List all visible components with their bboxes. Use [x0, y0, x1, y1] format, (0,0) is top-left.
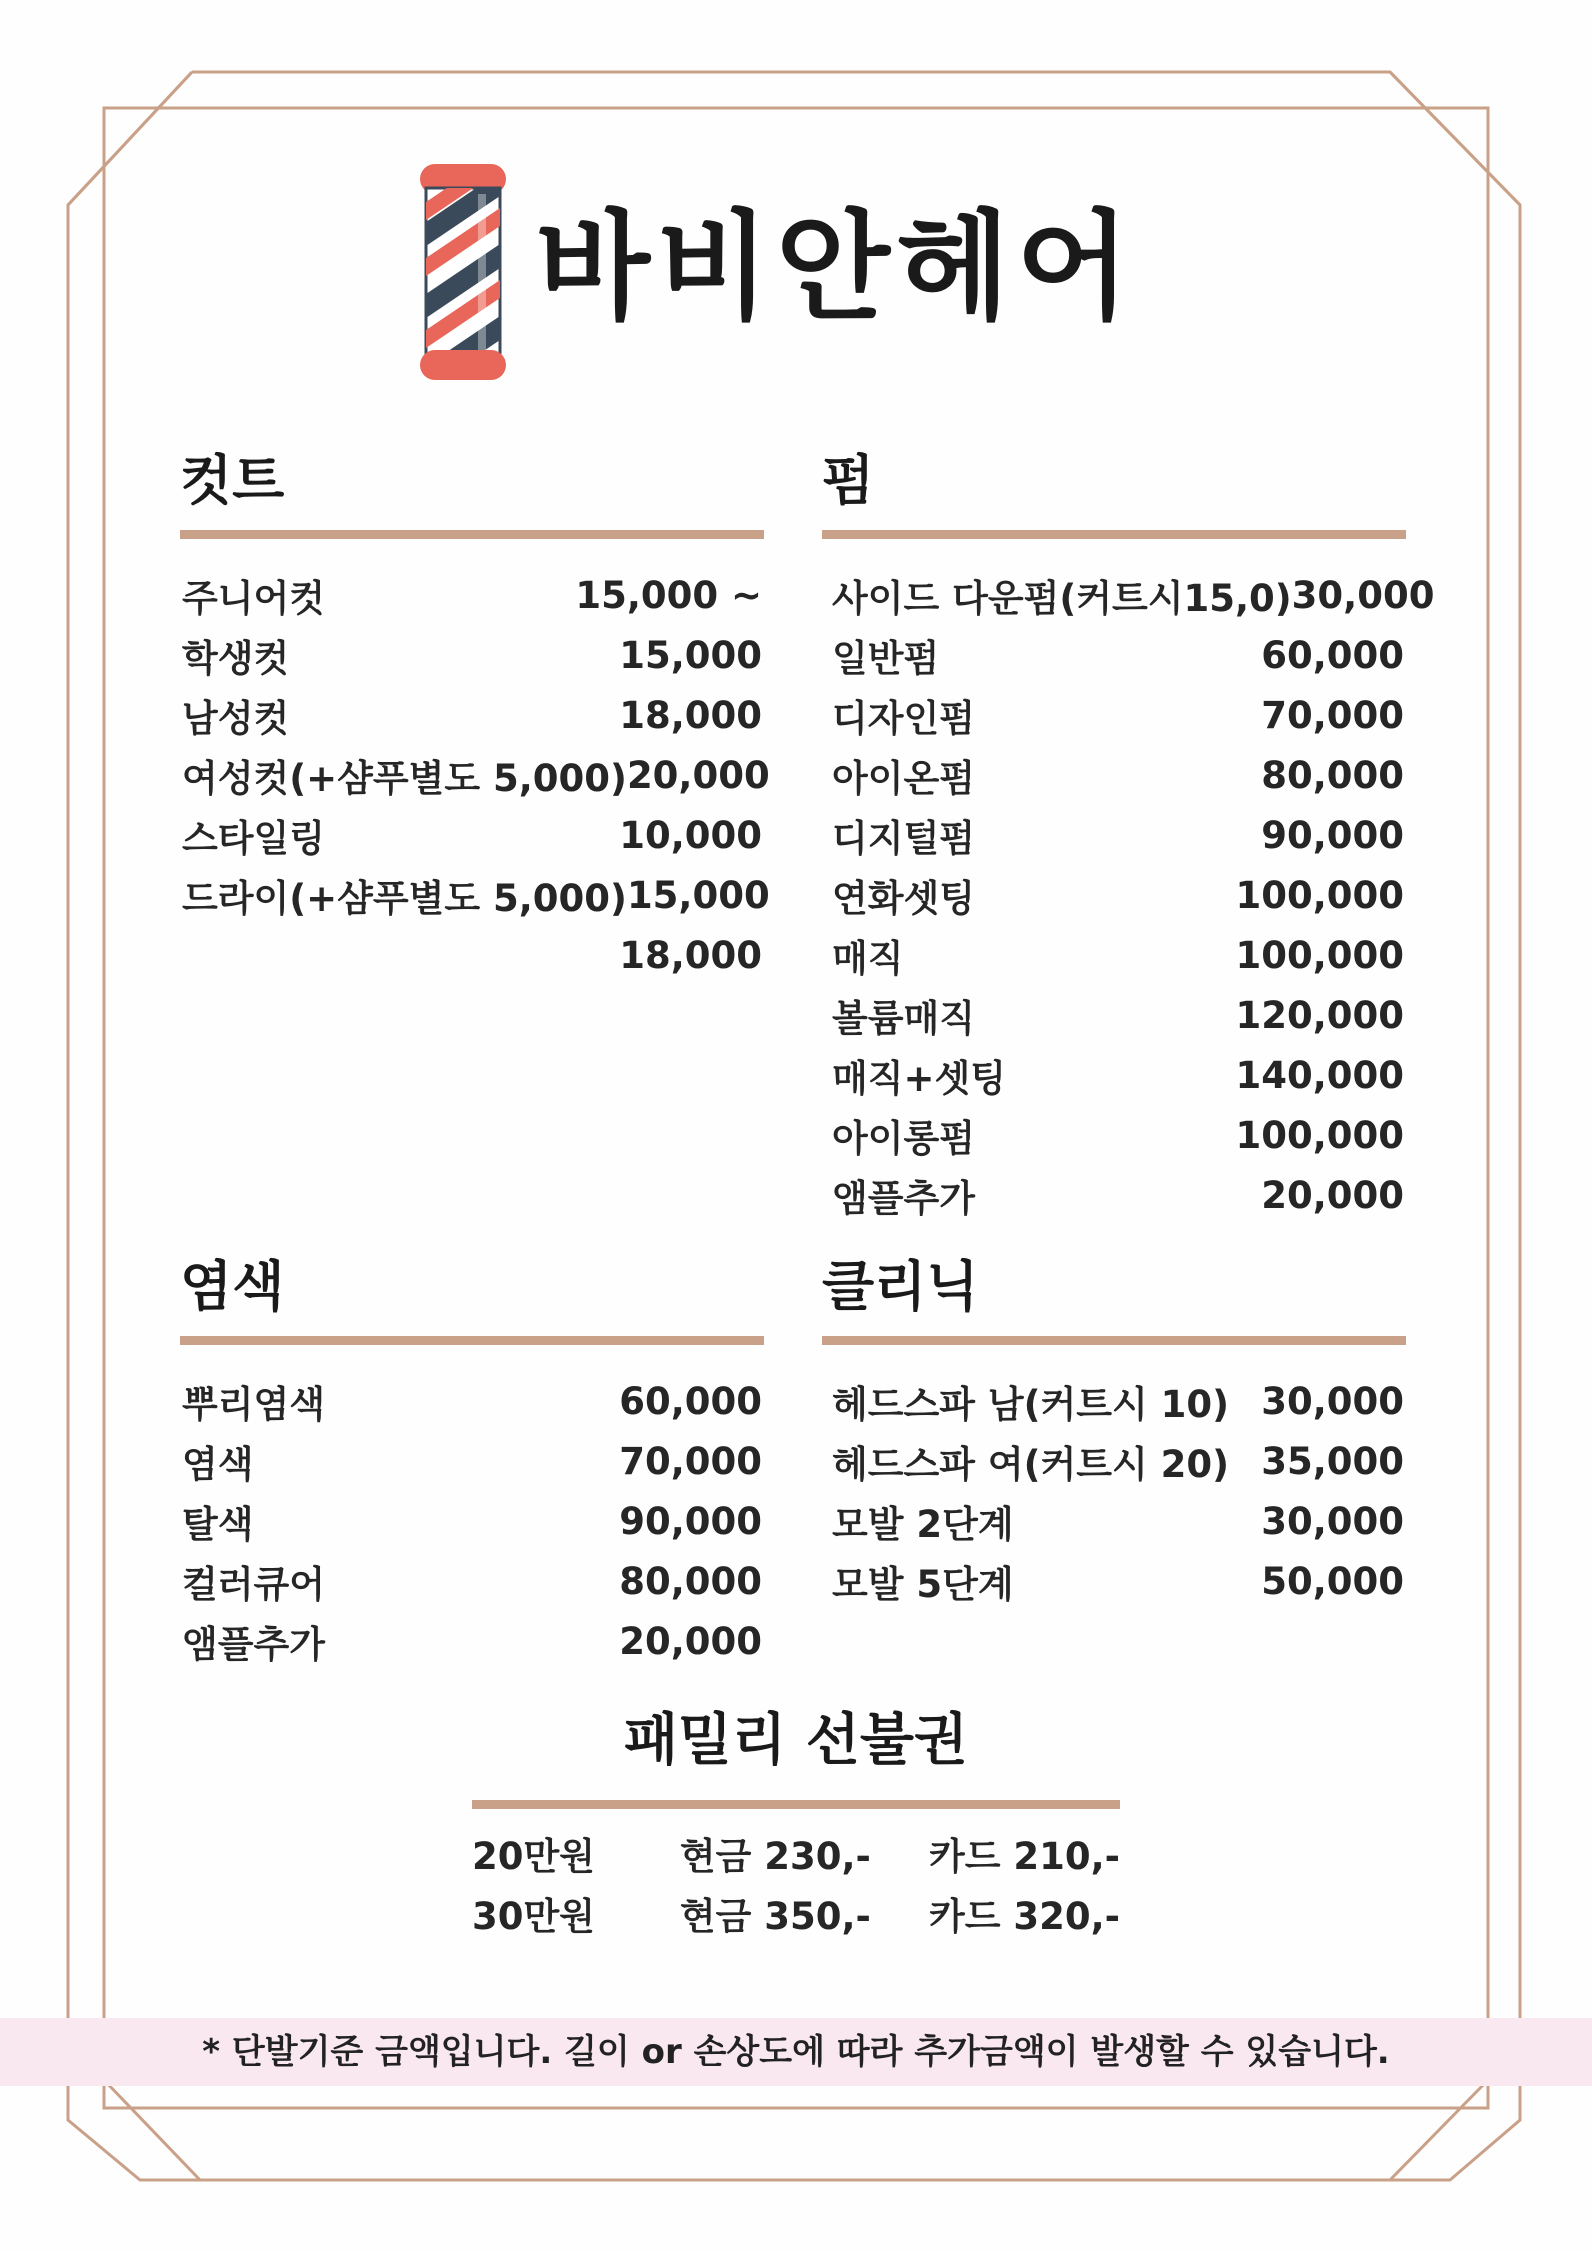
item-price: 30,000: [1261, 1379, 1404, 1423]
section-title: 패밀리 선불권: [623, 1707, 969, 1773]
section-divider: [472, 1800, 1120, 1809]
item-name: 뿌리염색: [182, 1383, 325, 1426]
section-divider: [180, 1336, 764, 1345]
price-row: [180, 1491, 764, 1551]
gift-row: [472, 1823, 1120, 1883]
section-divider: [180, 530, 764, 539]
item-price: 20,000: [626, 753, 770, 797]
item-name: 매직: [832, 937, 904, 980]
item-name: 일반펌: [832, 637, 940, 680]
price-row: [180, 1431, 764, 1491]
item-name: 매직+셋팅: [832, 1057, 1006, 1100]
price-row: [180, 865, 770, 925]
item-name: 헤드스파 여(커트시 20): [832, 1443, 1230, 1486]
item-price: 15,000: [619, 633, 762, 677]
item-price: 100,000: [1235, 873, 1404, 917]
item-name: 앰플추가: [832, 1177, 975, 1220]
item-name: 스타일링: [182, 817, 325, 860]
section-title: 클리닉: [822, 1254, 979, 1318]
item-name: 컬러큐어: [182, 1563, 325, 1606]
item-price: 20,000: [619, 1619, 762, 1663]
item-name: 디자인펌: [832, 697, 975, 740]
item-price: 70,000: [1261, 693, 1404, 737]
section-title: 컷트: [180, 448, 285, 512]
price-row: [180, 1551, 764, 1611]
item-name: 모발 5단계: [832, 1563, 1014, 1606]
item-price: 15,000: [626, 873, 770, 917]
price-row: [180, 1371, 764, 1431]
price-row: [180, 1611, 764, 1671]
price-row: [822, 745, 1406, 805]
item-price: 18,000: [619, 933, 762, 977]
price-row: [822, 1431, 1406, 1491]
section-divider: [822, 1336, 1406, 1345]
item-name: 아이롱펌: [832, 1117, 975, 1160]
item-price: 120,000: [1235, 993, 1404, 1037]
gift-cash-price: 현금 350,-: [679, 1895, 871, 1938]
item-name: 사이드 다운펌(커트시15,0): [832, 577, 1292, 620]
item-price: 90,000: [1261, 813, 1404, 857]
price-row: [822, 1105, 1406, 1165]
perm-section: [822, 448, 1435, 1225]
barber-pole-icon: [418, 162, 508, 382]
item-price: 80,000: [1261, 753, 1404, 797]
item-name: 볼륨매직: [832, 997, 975, 1040]
logo: [418, 162, 1136, 382]
section-divider: [822, 530, 1406, 539]
price-row: [180, 625, 764, 685]
price-row: [822, 925, 1406, 985]
gift-amount: 30만원: [472, 1895, 595, 1938]
notice-banner: * 단발기준 금액입니다. 길이 or 손상도에 따라 추가금액이 발생할 수 있습니다.: [0, 2018, 1592, 2086]
price-row: [822, 565, 1435, 625]
item-name: 모발 2단계: [832, 1503, 1014, 1546]
price-row: [822, 625, 1406, 685]
item-name: 드라이(+샴푸별도 5,000): [182, 877, 627, 920]
item-price: 50,000: [1261, 1559, 1404, 1603]
gift-card-price: 카드 210,-: [928, 1835, 1120, 1878]
item-name: 디지털펌: [832, 817, 975, 860]
item-name: 염색: [182, 1443, 254, 1486]
gift-cash-price: 현금 230,-: [679, 1835, 871, 1878]
price-row: [822, 1551, 1406, 1611]
item-name: 주니어컷: [182, 577, 325, 620]
price-row: [822, 985, 1406, 1045]
price-row: [822, 805, 1406, 865]
price-row: [180, 745, 770, 805]
item-name: 여성컷(+샴푸별도 5,000): [182, 757, 627, 800]
item-price: 60,000: [619, 1379, 762, 1423]
price-row: [180, 565, 764, 625]
item-price: 10,000: [619, 813, 762, 857]
item-price: 30,000: [1291, 573, 1435, 617]
gift-amount: 20만원: [472, 1835, 595, 1878]
item-price: 35,000: [1261, 1439, 1404, 1483]
item-price: 18,000: [619, 693, 762, 737]
item-price: 20,000: [1261, 1173, 1404, 1217]
item-price: 100,000: [1235, 933, 1404, 977]
price-row: [822, 1371, 1406, 1431]
item-name: 남성컷: [182, 697, 290, 740]
price-row: [180, 685, 764, 745]
gift-card-price: 카드 320,-: [928, 1895, 1120, 1938]
item-name: 앰플추가: [182, 1623, 325, 1666]
item-price: 140,000: [1235, 1053, 1404, 1097]
item-name: 학생컷: [182, 637, 290, 680]
cut-section: [180, 448, 770, 985]
item-price: 80,000: [619, 1559, 762, 1603]
price-row: [822, 1045, 1406, 1105]
price-row: [180, 925, 764, 985]
color-section: [180, 1254, 764, 1671]
item-price: 30,000: [1261, 1499, 1404, 1543]
item-name: 헤드스파 남(커트시 10): [832, 1383, 1230, 1426]
price-row: [822, 865, 1406, 925]
item-price: 70,000: [619, 1439, 762, 1483]
item-price: 100,000: [1235, 1113, 1404, 1157]
section-title: 펌: [822, 448, 875, 512]
item-price: 90,000: [619, 1499, 762, 1543]
item-price: 60,000: [1261, 633, 1404, 677]
item-name: 탈색: [182, 1503, 254, 1546]
clinic-section: [822, 1254, 1406, 1611]
price-row: [180, 805, 764, 865]
price-row: [822, 1165, 1406, 1225]
item-name: 연화셋팅: [832, 877, 975, 920]
price-row: [822, 685, 1406, 745]
section-title: 염색: [180, 1254, 285, 1318]
item-name: 아이온펌: [832, 757, 975, 800]
brand-name: 바비안헤어: [536, 197, 1136, 336]
gift-row: [472, 1883, 1120, 1943]
item-price: 15,000 ~: [575, 573, 762, 617]
gift-card-section: [472, 1708, 1120, 1943]
price-row: [822, 1491, 1406, 1551]
